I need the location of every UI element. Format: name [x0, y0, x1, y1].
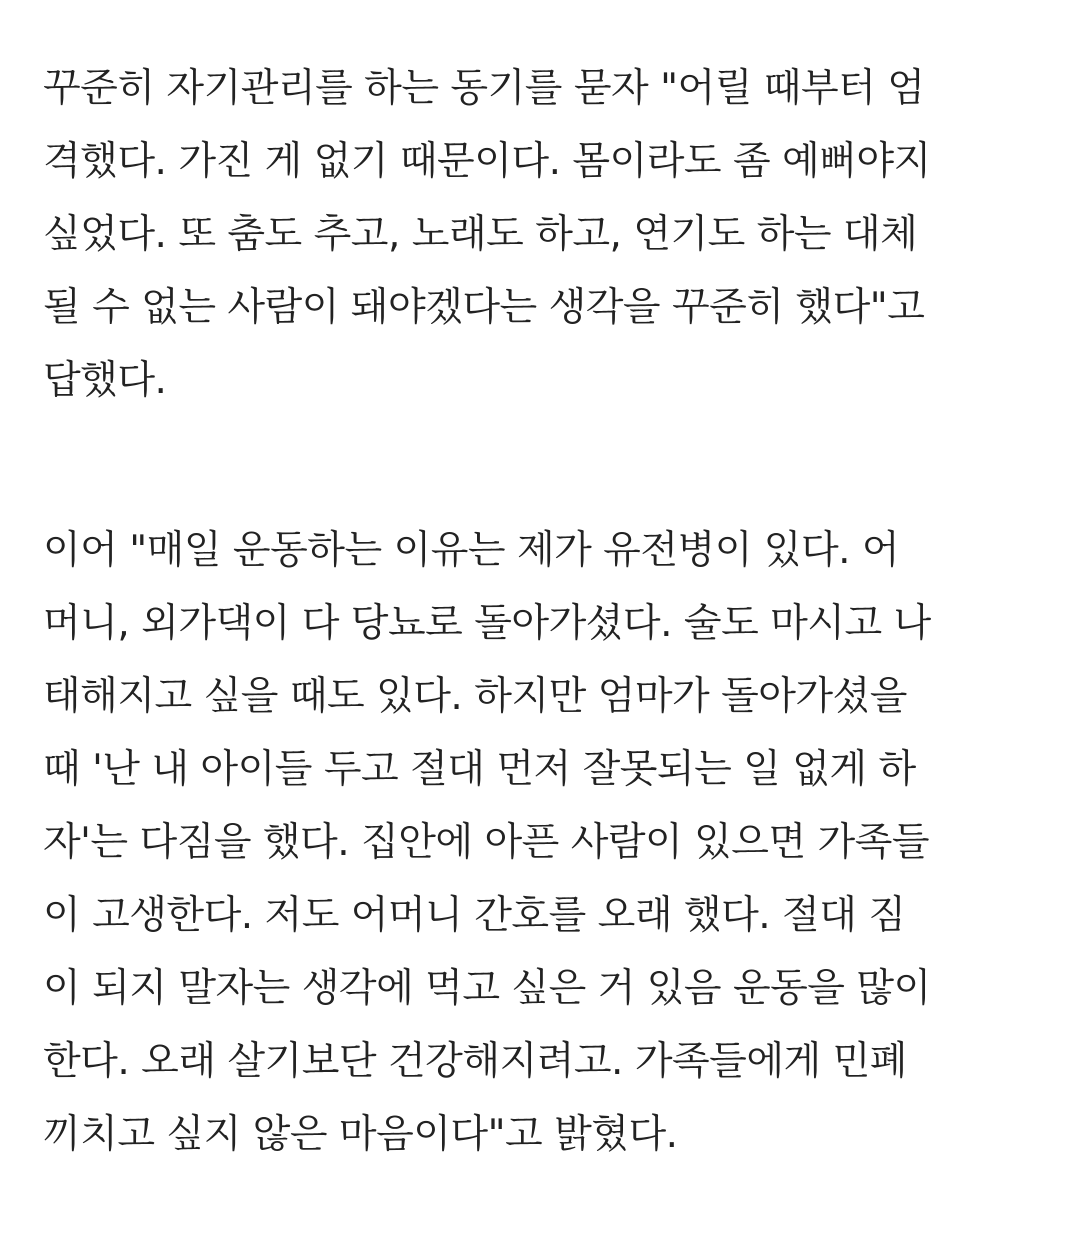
text-line: 때 '난 내 아이들 두고 절대 먼저 잘못되는 일 없게 하	[43, 747, 916, 792]
text-line: 이어 "매일 운동하는 이유는 제가 유전병이 있다. 어	[43, 528, 900, 573]
text-line: 싶었다. 또 춤도 추고, 노래도 하고, 연기도 하는 대체	[43, 212, 918, 257]
paragraph-1	[43, 52, 1053, 417]
text-line: 격했다. 가진 게 없기 때문이다. 몸이라도 좀 예뻐야지	[43, 139, 931, 184]
text-line: 머니, 외가댁이 다 당뇨로 돌아가셨다. 술도 마시고 나	[43, 601, 931, 646]
paragraph-2	[43, 514, 1053, 1171]
text-line: 한다. 오래 살기보단 건강해지려고. 가족들에게 민폐	[43, 1039, 907, 1084]
text-line: 답했다.	[43, 358, 167, 403]
text-line: 될 수 없는 사람이 돼야겠다는 생각을 꾸준히 했다"고	[43, 285, 925, 330]
text-line: 자'는 다짐을 했다. 집안에 아픈 사람이 있으면 가족들	[43, 820, 930, 865]
text-line: 이 고생한다. 저도 어머니 간호를 오래 했다. 절대 짐	[43, 893, 906, 938]
text-line: 이 되지 말자는 생각에 먹고 싶은 거 있음 운동을 많이	[43, 966, 931, 1011]
text-line: 태해지고 싶을 때도 있다. 하지만 엄마가 돌아가셨을	[43, 674, 907, 719]
article-body	[43, 52, 1053, 1171]
text-line: 끼치고 싶지 않은 마음이다"고 밝혔다.	[43, 1112, 678, 1157]
text-line: 꾸준히 자기관리를 하는 동기를 묻자 "어릴 때부터 엄	[43, 66, 925, 111]
